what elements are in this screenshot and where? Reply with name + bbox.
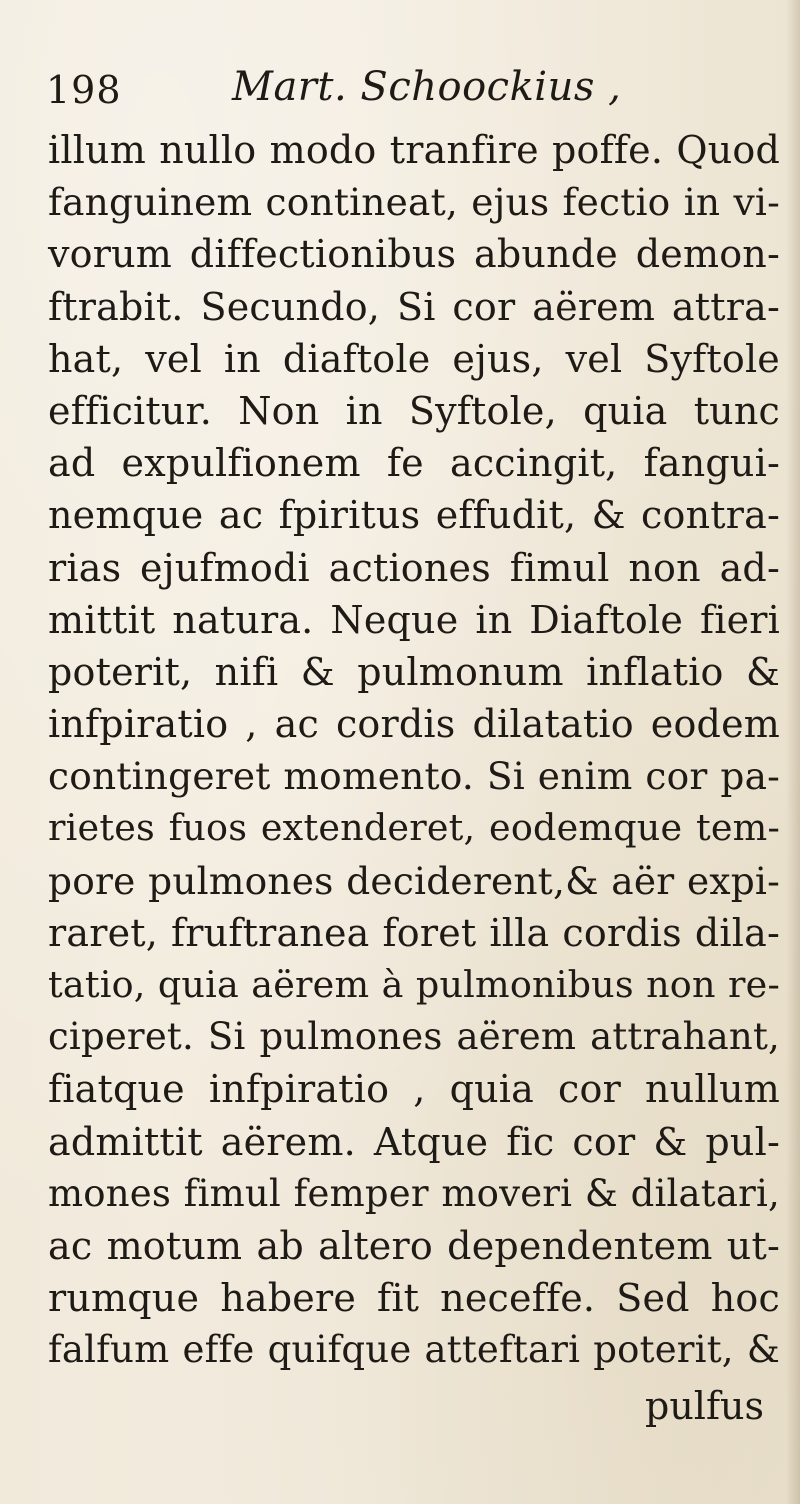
text-line: falfum effe quifque atteftari poterit, & [48, 1328, 780, 1372]
text-line: admittit aërem. Atque fic cor & pul- [48, 1119, 780, 1164]
text-line: vorum diffectionibus abunde demon- [48, 232, 780, 277]
text-line: mones fimul femper moveri & dilatari, [48, 1171, 780, 1215]
text-line: hat, vel in diaftole ejus, vel Syftole [48, 336, 780, 381]
text-line: rias ejufmodi actiones fimul non ad- [48, 545, 780, 590]
page-edge-shadow [786, 0, 800, 1504]
text-line: fanguinem contineat, ejus fectio in vi- [48, 180, 780, 225]
text-line: illum nullo modo tranfire poffe. Quod [48, 128, 780, 172]
text-line: mittit natura. Neque in Diaftole fieri [48, 597, 780, 642]
text-line: raret, fruftranea foret illa cordis dila- [48, 910, 780, 955]
text-line: ftrabit. Secundo, Si cor aërem attra- [48, 284, 780, 329]
text-line: pore pulmones deciderent,& aër expi- [48, 858, 780, 903]
text-line: contingeret momento. Si enim cor pa- [48, 754, 780, 799]
catchword: pulfus [645, 1384, 764, 1428]
text-line: fiatque infpiratio , quia cor nullum [48, 1067, 780, 1112]
text-line: rietes fuos extenderet, eodemque tem- [48, 806, 780, 850]
text-line: poterit, nifi & pulmonum inflatio & [48, 649, 780, 694]
text-line: rumque habere fit neceffe. Sed hoc [48, 1276, 780, 1321]
page-number: 198 [46, 68, 122, 112]
text-line: ac motum ab altero dependentem ut- [48, 1223, 780, 1268]
text-line: nemque ac fpiritus effudit, & contra- [48, 493, 780, 538]
running-head: Mart. Schoockius , [232, 64, 622, 110]
text-line: tatio, quia aërem à pulmonibus non re- [48, 963, 780, 1006]
page-header [46, 62, 746, 118]
body-text [48, 124, 780, 1377]
text-line: infpiratio , ac cordis dilatatio eodem [48, 702, 780, 747]
text-line: ad expulfionem fe accingit, fangui- [48, 441, 780, 486]
text-line: efficitur. Non in Syftole, quia tunc [48, 388, 780, 433]
text-line: ciperet. Si pulmones aërem attrahant, [48, 1015, 780, 1059]
